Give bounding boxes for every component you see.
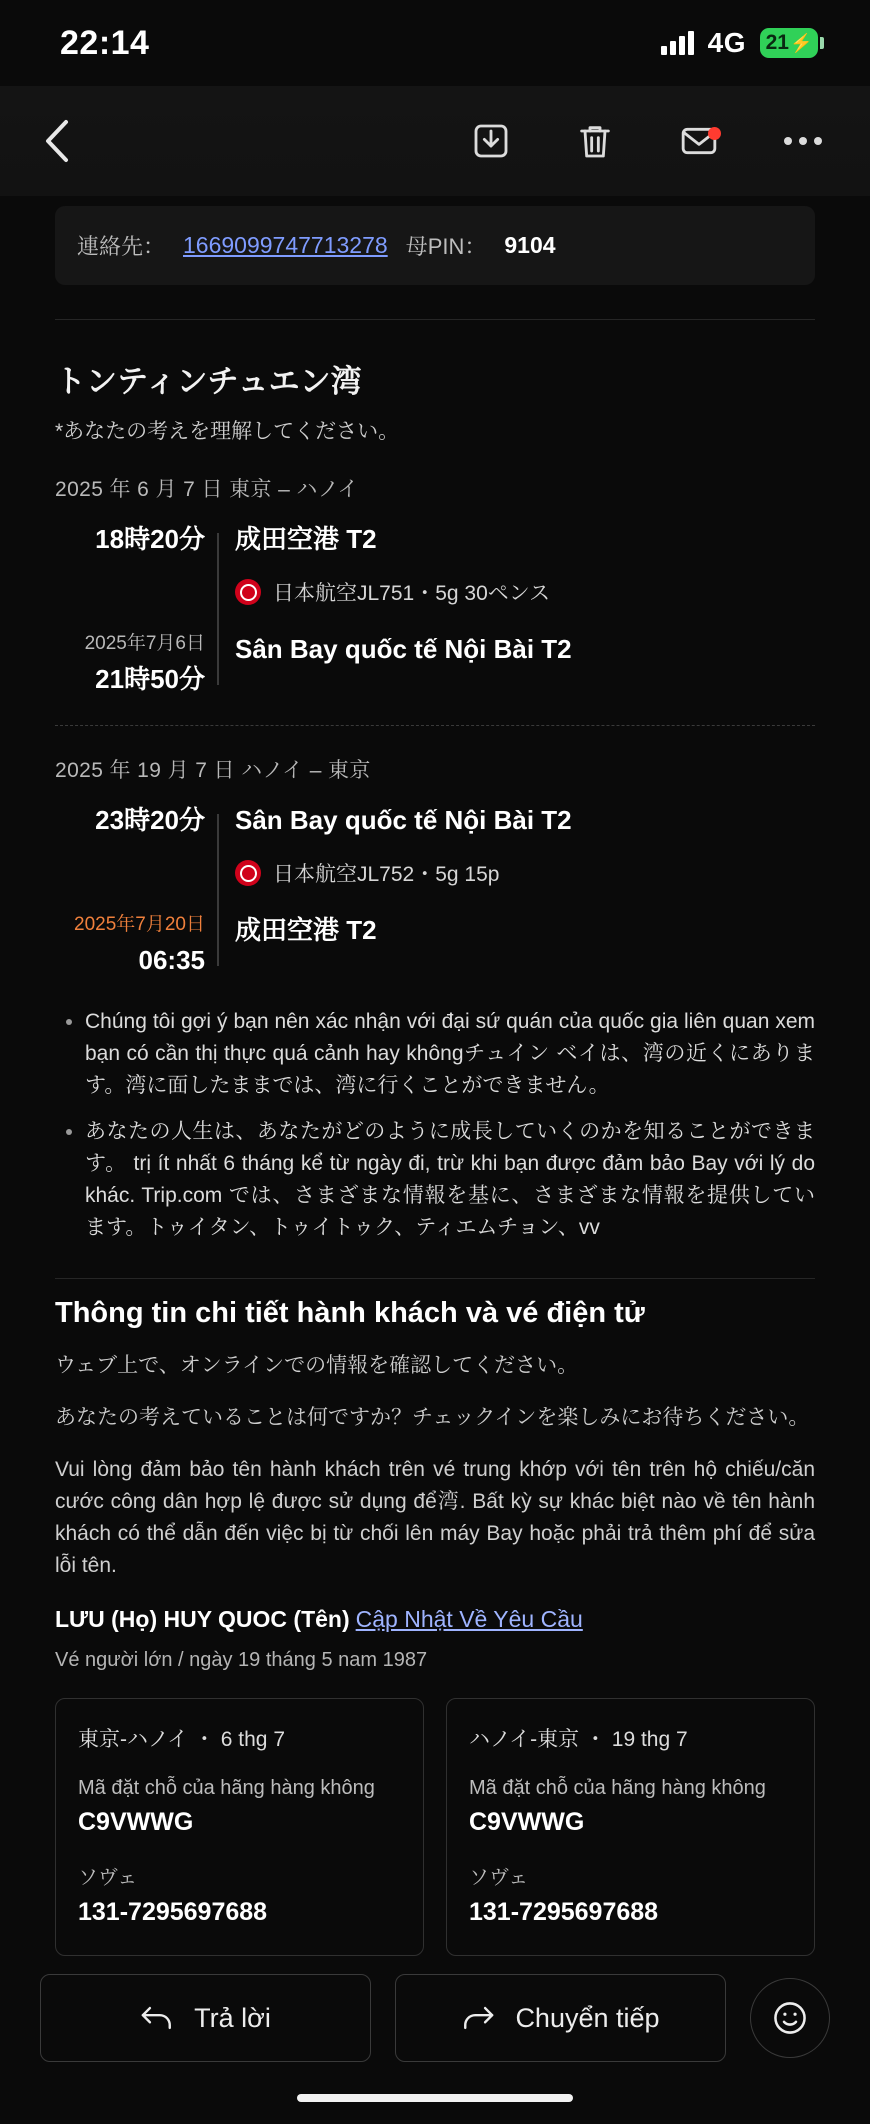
ticket-number-label: ソヴェ <box>469 1867 529 1889</box>
ticket-number-value: 131-7295697688 <box>469 1898 659 1926</box>
passenger-name-row <box>55 1606 815 1633</box>
signal-icon <box>661 31 694 55</box>
more-options-button[interactable] <box>776 114 830 168</box>
home-indicator-area <box>0 2072 870 2124</box>
airline-logo-icon <box>235 860 261 886</box>
forward-label: Chuyển tiếp <box>515 2002 660 2033</box>
ticket-cards <box>55 1698 815 1956</box>
booking-code-value: C9VWWG <box>469 1808 585 1836</box>
arrival-airport: 成田空港 T2 <box>235 915 377 945</box>
divider-1 <box>55 319 815 320</box>
arrival-date: 2025年7月20日 <box>74 914 205 935</box>
trip-section <box>0 356 870 1244</box>
departure-time: 18時20分 <box>95 524 205 554</box>
battery-icon <box>760 28 818 58</box>
delete-button[interactable] <box>568 114 622 168</box>
list-item: • Chúng tôi gợi ý bạn nên xác nhận với đại sứ quán của quốc gia liên quan xem bạn có cần thị thực quá cảnh hay khôngチュイン ベイは、湾の近くにあります。湾に面したままでは、湾に行くことができません。 <box>85 1006 815 1102</box>
segment-rail <box>205 519 231 699</box>
departure-airport: 成田空港 T2 <box>235 524 377 554</box>
travel-notes <box>55 1006 815 1244</box>
segment-times <box>55 519 205 699</box>
status-indicators <box>661 27 818 59</box>
ticket-route: 東京-ハノイ ・ 6 thg 7 <box>78 1728 285 1751</box>
arrival-time: 06:35 <box>138 945 205 975</box>
reply-arrow-icon <box>140 2005 174 2031</box>
arrival-time: 21時50分 <box>95 664 205 694</box>
top-toolbar <box>0 86 870 196</box>
ticket-card <box>55 1698 424 1956</box>
ticket-card <box>446 1698 815 1956</box>
passenger-section <box>0 1297 870 1956</box>
ticket-route: ハノイ-東京 ・ 19 thg 7 <box>469 1728 688 1751</box>
ticket-number-value: 131-7295697688 <box>78 1898 268 1926</box>
passenger-line2: あなたの考えていることは何ですか？チェックインを楽しみにお待ちください。 <box>55 1406 810 1429</box>
flight-info <box>235 577 815 607</box>
departure-time: 23時20分 <box>95 805 205 835</box>
more-dots-icon <box>784 137 822 145</box>
arrival-date: 2025年7月6日 <box>84 633 205 654</box>
status-time: 22:14 <box>60 23 150 62</box>
ticket-number-label: ソヴェ <box>78 1867 138 1889</box>
battery-level: 21 <box>765 31 789 54</box>
segment-header: 2025 年 19 月 7 日 ハノイ – 東京 <box>55 759 371 782</box>
passenger-paragraph: Vui lòng đảm bảo tên hành khách trên vé trung khớp với tên trên hộ chiếu/căn cước công dân hợp lệ được sử dụng để湾. Bất kỳ sự khác biệt nào về tên hành khách có thể dẫn đến việc bị từ chối lên máy Bay hoặc phải trả thêm phí để sửa lỗi tên. <box>55 1458 815 1577</box>
back-button[interactable] <box>30 114 100 168</box>
pin-label: 母PIN： <box>405 234 487 259</box>
trip-note: *あなたの考えを理解してください。 <box>55 420 400 443</box>
segment-header: 2025 年 6 月 7 日 東京 – ハノイ <box>55 478 359 501</box>
passenger-line1: ウェブ上で、オンラインでの情報を確認してください。 <box>55 1354 579 1377</box>
flight-number: 日本航空JL752・5g 15p <box>273 863 500 886</box>
divider-2 <box>55 1278 815 1279</box>
charging-bolt-icon: ⚡ <box>789 32 813 53</box>
emoji-button[interactable] <box>750 1978 830 2058</box>
email-body[interactable] <box>0 196 870 1956</box>
contact-pin-row <box>55 206 815 285</box>
segment-details <box>231 800 815 980</box>
airline-logo-icon <box>235 579 261 605</box>
back-arrow-icon[interactable] <box>30 114 84 168</box>
reply-button[interactable] <box>40 1974 371 2062</box>
archive-button[interactable] <box>464 114 518 168</box>
passenger-name: LƯU (Họ) HUY QUOC (Tên) <box>55 1606 350 1632</box>
unread-badge <box>708 127 721 140</box>
update-request-link[interactable]: Cập Nhật Về Yêu Cầu <box>355 1606 583 1632</box>
flight-number: 日本航空JL751・5g 30ペンス <box>273 582 551 605</box>
contact-phone-link[interactable]: 1669099747713278 <box>183 232 388 258</box>
booking-code-label: Mã đặt chỗ của hãng hàng không <box>78 1777 375 1799</box>
list-item: • あなたの人生は、あなたがどのように成長していくのかを知ることができます。 trị ít nhất 6 tháng kể từ ngày đi, trừ khi bạn được đảm bảo Bay với lý do khác. Trip.com では、さまざまな情報を基に、さまざまな情報を提供しています。トゥイタン、トゥイトゥク、ティエムチョン、vv <box>85 1116 815 1244</box>
mark-unread-button[interactable] <box>672 114 726 168</box>
action-bar <box>0 1956 870 2072</box>
passenger-meta: Vé người lớn / ngày 19 tháng 5 nam 1987 <box>55 1649 428 1671</box>
segment-separator <box>55 725 815 726</box>
flight-segment <box>55 800 815 980</box>
toolbar-actions <box>464 114 830 168</box>
booking-code-label: Mã đặt chỗ của hãng hàng không <box>469 1777 766 1799</box>
flight-info <box>235 858 815 888</box>
contact-label: 連絡先： <box>77 234 166 259</box>
segment-times <box>55 800 205 980</box>
smiley-icon <box>771 1999 809 2037</box>
forward-arrow-icon <box>461 2005 495 2031</box>
segment-rail <box>205 800 231 980</box>
reply-label: Trả lời <box>194 2002 271 2033</box>
home-indicator[interactable] <box>297 2094 573 2102</box>
network-label: 4G <box>707 27 746 58</box>
status-bar <box>0 0 870 86</box>
booking-code-value: C9VWWG <box>78 1808 194 1836</box>
forward-button[interactable] <box>395 1974 726 2062</box>
segment-details <box>231 519 815 699</box>
flight-segment <box>55 519 815 699</box>
departure-airport: Sân Bay quốc tế Nội Bài T2 <box>235 805 572 835</box>
pin-value: 9104 <box>504 232 556 258</box>
trip-title: トンティンチュエン湾 <box>55 364 362 399</box>
arrival-airport: Sân Bay quốc tế Nội Bài T2 <box>235 634 572 664</box>
passenger-title: Thông tin chi tiết hành khách và vé điện tử <box>55 1297 645 1329</box>
